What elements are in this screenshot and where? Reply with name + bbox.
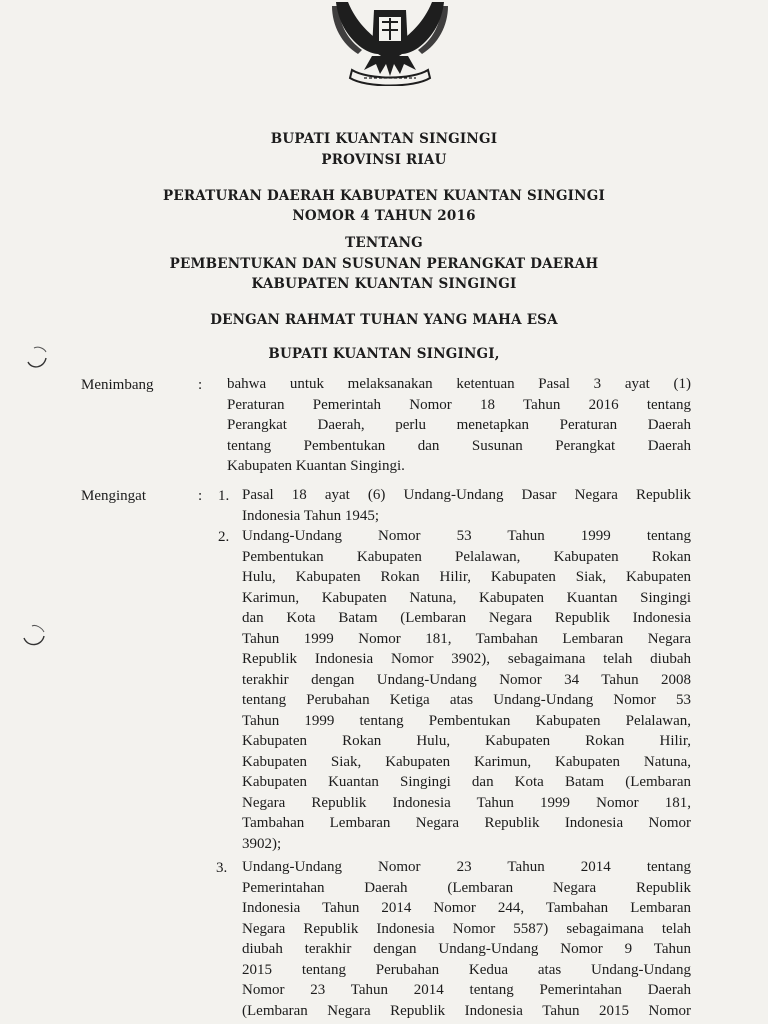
mengingat-colon: : (198, 488, 203, 504)
item-line: Karimun, Kabupaten Natuna, Kabupaten Kuantan Singingi (242, 589, 691, 606)
item-number: 1. (218, 488, 230, 504)
regent-title: BUPATI KUANTAN SINGINGI (270, 131, 498, 147)
item-line: 2015 tentang Perubahan Kedua atas Undang-Undang (242, 961, 691, 978)
item-line: Pembentukan Kabupaten Pelalawan, Kabupaten Rokan (242, 548, 691, 565)
garuda-pancasila-emblem (328, 0, 452, 86)
item-line: Kabupaten Rokan Hulu, Kabupaten Rokan Hilir, (242, 733, 691, 749)
subject-line-1: PEMBENTUKAN DAN SUSUNAN PERANGKAT DAERAH (169, 256, 599, 272)
regulation-title: PERATURAN DAERAH KABUPATEN KUANTAN SINGINGI (163, 188, 605, 204)
mengingat-item-1 (242, 485, 691, 526)
item-line: Kabupaten Siak, Kabupaten Karimun, Kabupaten Natuna, (242, 753, 691, 770)
punch-mark (20, 624, 50, 650)
menimbang-line: Kabupaten Kuantan Singingi. (227, 458, 405, 474)
menimbang-line: Perangkat Daerah, perlu menetapkan Peraturan Daerah (227, 417, 691, 433)
province-title: PROVINSI RIAU (321, 152, 447, 168)
item-line: Kabupaten Kuantan Singingi dan Kota Batam (Lembaran (242, 774, 691, 790)
item-line: Tahun 1999 tentang Pembentukan Kabupaten Pelalawan, (242, 712, 691, 729)
item-line: (Lembaran Negara Republik Indonesia Tahun 2015 Nomor (242, 1002, 691, 1019)
item-line: Negara Republik Indonesia Tahun 1999 Nomor 181, (242, 794, 691, 811)
item-line: Pemerintahan Daerah (Lembaran Negara Republik (242, 879, 691, 896)
regulation-number: NOMOR 4 TAHUN 2016 (292, 208, 476, 224)
item-line: diubah terakhir dengan Undang-Undang Nomor 9 Tahun (242, 941, 691, 957)
subject-line-2: KABUPATEN KUANTAN SINGINGI (251, 276, 517, 292)
menimbang-line: Peraturan Pemerintah Nomor 18 Tahun 2016 tentang (227, 396, 691, 413)
item-number: 3. (216, 860, 228, 876)
regarding-heading: TENTANG (345, 235, 423, 251)
item-line: Tambahan Lembaran Negara Republik Indonesia Nomor (242, 815, 691, 831)
item-line: 3902); (242, 835, 282, 852)
regent-salutation: BUPATI KUANTAN SINGINGI, (268, 346, 500, 362)
item-line: Pasal 18 ayat (6) Undang-Undang Dasar Negara Republik (242, 487, 691, 503)
menimbang-colon: : (198, 377, 203, 393)
item-line: tentang Perubahan Ketiga atas Undang-Undang Nomor 53 (242, 692, 691, 708)
item-line: Nomor 23 Tahun 2014 tentang Pemerintahan Daerah (242, 982, 691, 998)
menimbang-text (227, 374, 691, 477)
item-line: Undang-Undang Nomor 53 Tahun 1999 tentang (242, 528, 691, 544)
item-line: dan Kota Batam (Lembaran Negara Republik Indonesia (242, 610, 691, 626)
item-line: Indonesia Tahun 1945; (242, 507, 379, 524)
punch-mark (24, 344, 52, 370)
menimbang-line: bahwa untuk melaksanakan ketentuan Pasal 3 ayat (1) (227, 376, 691, 392)
item-number: 2. (218, 529, 230, 545)
menimbang-label: Menimbang (81, 377, 154, 393)
item-line: Negara Republik Indonesia Nomor 5587) sebagaimana telah (242, 920, 691, 937)
item-line: Indonesia Tahun 2014 Nomor 244, Tambahan Lembaran (242, 900, 691, 916)
item-line: Hulu, Kabupaten Rokan Hilir, Kabupaten Siak, Kabupaten (242, 569, 691, 585)
mengingat-label: Mengingat (81, 488, 146, 504)
menimbang-line: tentang Pembentukan dan Susunan Perangkat Daerah (227, 437, 691, 454)
item-line: terakhir dengan Undang-Undang Nomor 34 Tahun 2008 (242, 671, 691, 688)
item-line: Tahun 1999 Nomor 181, Tambahan Lembaran Negara (242, 630, 691, 647)
mengingat-item-2 (242, 526, 691, 854)
mengingat-item-3 (242, 857, 691, 1021)
item-line: Republik Indonesia Nomor 3902), sebagaimana telah diubah (242, 651, 691, 667)
item-line: Undang-Undang Nomor 23 Tahun 2014 tentang (242, 859, 691, 875)
preamble-heading: DENGAN RAHMAT TUHAN YANG MAHA ESA (210, 312, 558, 328)
